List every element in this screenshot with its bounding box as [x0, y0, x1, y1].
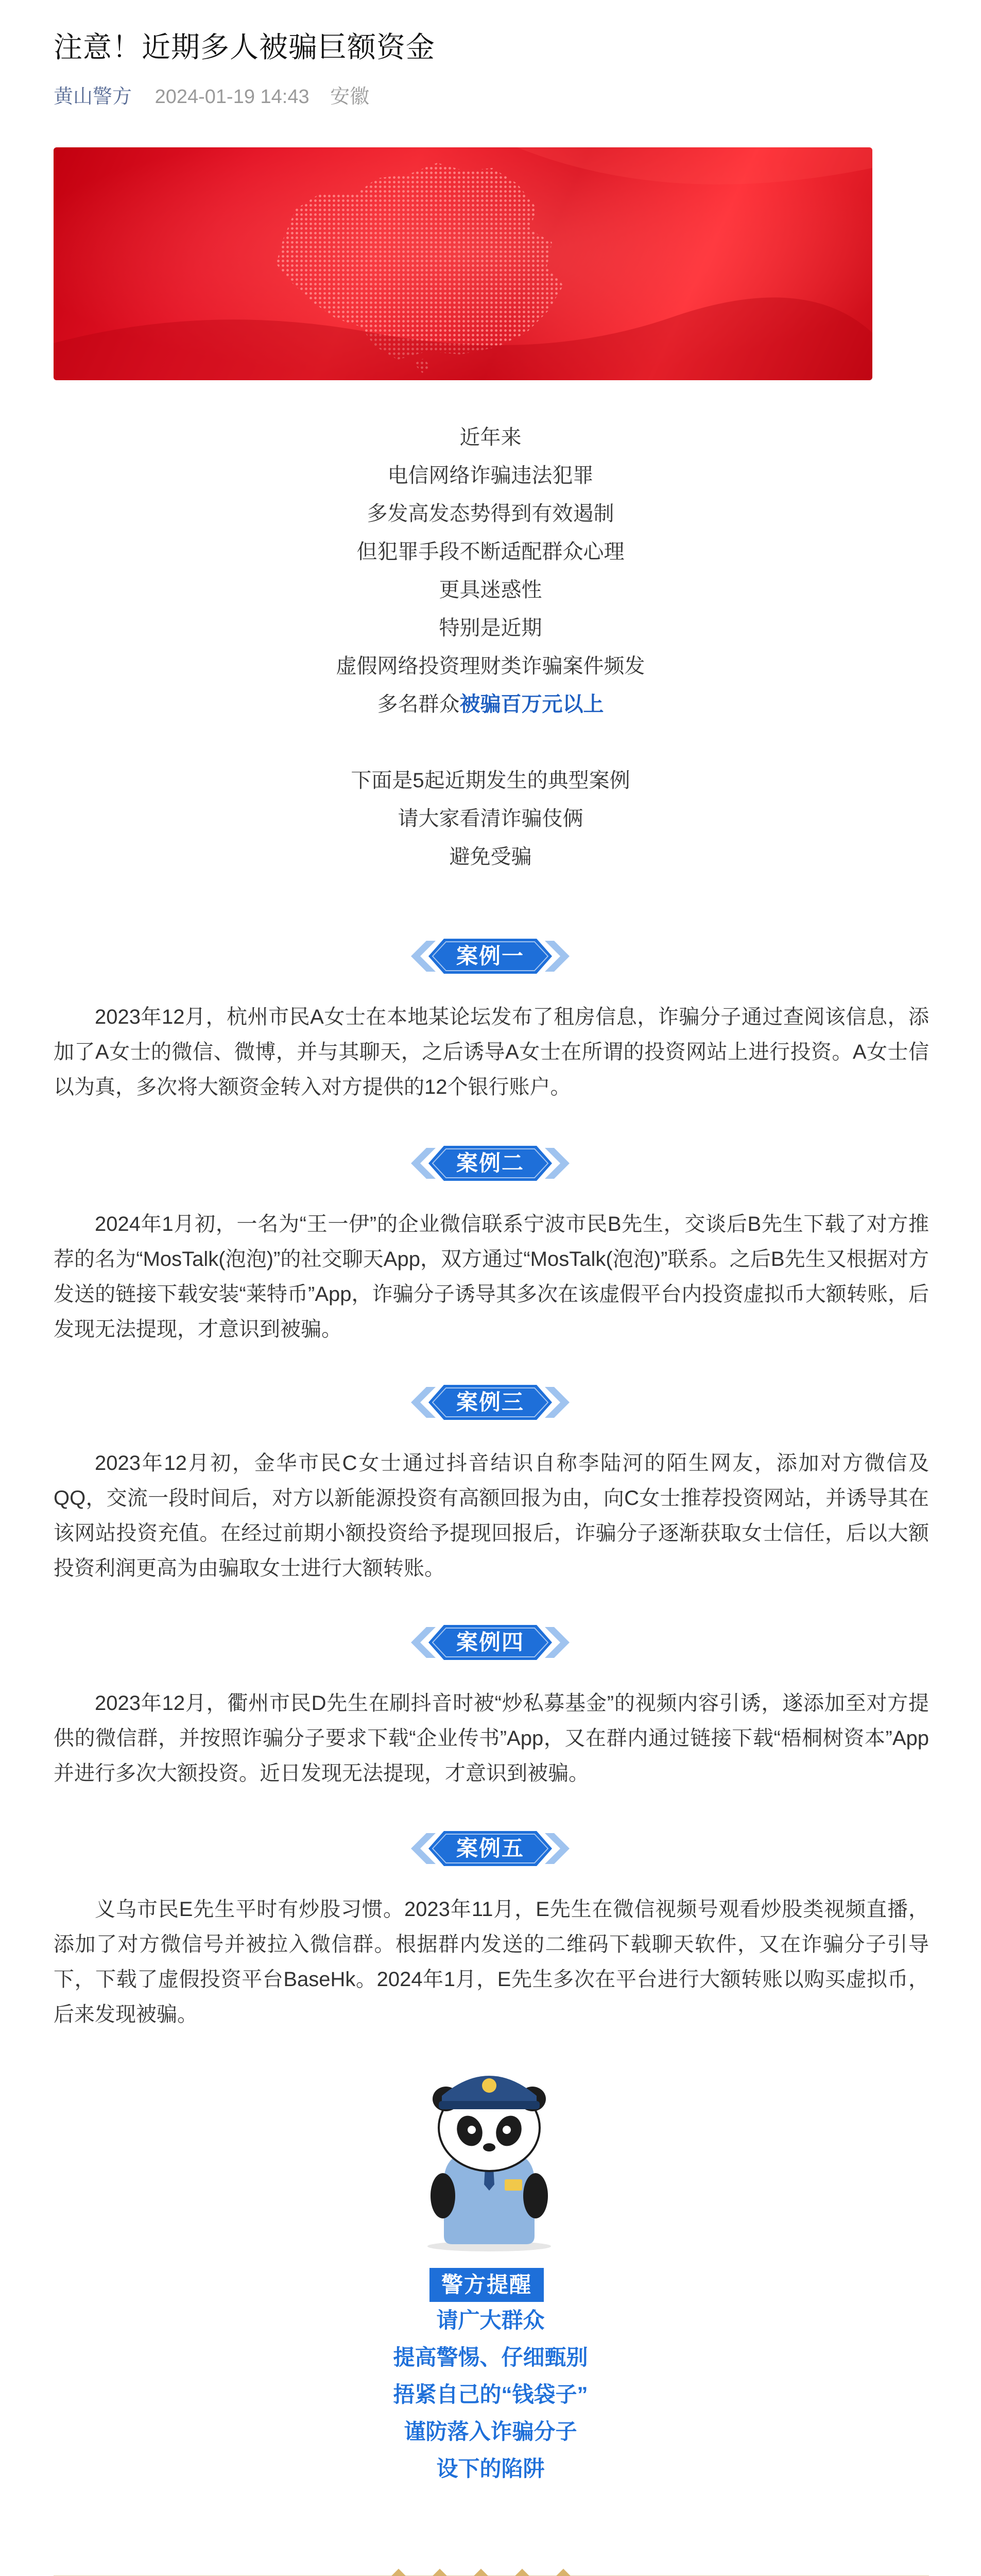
divider-diamond-icon — [515, 2569, 529, 2576]
intro-text-2 — [0, 761, 981, 876]
intro-line: 更具迷惑性 — [439, 579, 542, 601]
divider-diamond-icon — [474, 2569, 488, 2576]
article-title: 注意！近期多人被骗巨额资金 — [54, 31, 435, 63]
article-meta — [54, 82, 369, 111]
intro-line: 特别是近期 — [439, 617, 542, 639]
case-text-2: 2024年1月初，一名为“王一伊”的企业微信联系宁波市民B先生，交谈后B先生下载了对方推荐的名为“MosTalk(泡泡)”的社交聊天App，双方通过“MosTalk(泡泡)”联系。之后B先生又根据对方发送的链接下载安装“莱特币”App，诈骗分子诱导其多次在该虚假平台内投资虚拟币大额转账，后发现无法提现，才意识到被骗。 — [54, 1213, 929, 1341]
case-text-5: 义乌市民E先生平时有炒股习惯。2023年11月，E先生在微信视频号观看炒股类视频直播，添加了对方微信号并被拉入微信群。根据群内发送的二维码下载聊天软件，又在诈骗分子引导下，下载了虚假投资平台BaseHk。2024年1月，E先生多次在平台进行大额转账以购买虚拟币，后来发现被骗。 — [54, 1898, 929, 2026]
case-text-1: 2023年12月，杭州市民A女士在本地某论坛发布了租房信息，诈骗分子通过查阅该信息，添加了A女士的微信、微博，并与其聊天，之后诱导A女士在所谓的投资网站上进行投资。A女士信以为真，多次将大额资金转入对方提供的12个银行账户。 — [54, 1006, 929, 1098]
police-reminder-text — [0, 2302, 981, 2487]
intro-line: 近年来 — [459, 426, 522, 449]
banner-image — [54, 147, 872, 380]
case-label: 案例三 — [456, 1390, 524, 1414]
case-text-3: 2023年12月初，金华市民C女士通过抖音结识自称李陆河的陌生网友，添加对方微信及QQ，交流一段时间后，对方以新能源投资有高额回报为由，向C女士推荐投资网站，并诱导其在该网站投资充值。在经过前期小额投资给予提现回报后，诈骗分子逐渐获取女士信任，后以大额投资利润更高为由骗取女士进行大额转账。 — [54, 1452, 929, 1580]
author-link[interactable]: 黄山警方 — [54, 86, 132, 108]
reminder-line: 谨防落入诈骗分子 — [404, 2419, 577, 2444]
intro-prefix: 多名群众 — [377, 693, 460, 716]
publish-time: 2024-01-19 14:43 — [154, 86, 309, 108]
divider-diamond-icon — [556, 2569, 571, 2576]
case-badge-5 — [408, 1825, 573, 1872]
case-label: 案例二 — [456, 1151, 524, 1175]
section-divider — [54, 2571, 929, 2576]
case-label: 案例一 — [456, 944, 524, 968]
case-label: 案例五 — [456, 1836, 524, 1860]
intro-line: 但犯罪手段不断适配群众心理 — [356, 540, 625, 563]
case-label: 案例四 — [456, 1630, 524, 1654]
case-badge-2 — [408, 1140, 573, 1187]
intro-line: 电信网络诈骗违法犯罪 — [387, 464, 594, 487]
intro-line: 下面是5起近期发生的典型案例 — [351, 769, 630, 792]
reminder-line: 设下的陷阱 — [436, 2456, 545, 2481]
intro-text — [0, 418, 981, 723]
intro-line — [0, 685, 981, 723]
reminder-line: 请广大群众 — [436, 2308, 545, 2332]
intro-line: 请大家看清诈骗伎俩 — [398, 807, 583, 830]
divider-diamond-icon — [391, 2569, 406, 2576]
reminder-line: 捂紧自己的“钱袋子” — [393, 2382, 588, 2406]
intro-line: 虚假网络投资理财类诈骗案件频发 — [336, 655, 645, 677]
case-badge-4 — [408, 1619, 573, 1666]
case-badge-3 — [408, 1379, 573, 1426]
divider-diamond-icon — [433, 2569, 447, 2576]
police-reminder-title: 警方提醒 — [429, 2268, 544, 2302]
china-map-dots-graphic — [54, 147, 872, 380]
reminder-line: 提高警惕、仔细甄别 — [393, 2345, 588, 2369]
intro-highlight: 被骗百万元以上 — [459, 693, 604, 716]
case-text-4: 2023年12月，衢州市民D先生在刷抖音时被“炒私募基金”的视频内容引诱，遂添加至对方提供的微信群，并按照诈骗分子要求下载“企业传书”App，又在群内通过链接下载“梧桐树资本”App并进行多次大额投资。近日发现无法提现，才意识到被骗。 — [54, 1692, 929, 1785]
case-badge-1 — [408, 933, 573, 980]
police-panda-mascot-icon — [412, 2056, 566, 2251]
intro-line: 避免受骗 — [449, 845, 532, 868]
intro-line: 多发高发态势得到有效遏制 — [367, 502, 614, 525]
publish-location: 安徽 — [330, 86, 370, 108]
